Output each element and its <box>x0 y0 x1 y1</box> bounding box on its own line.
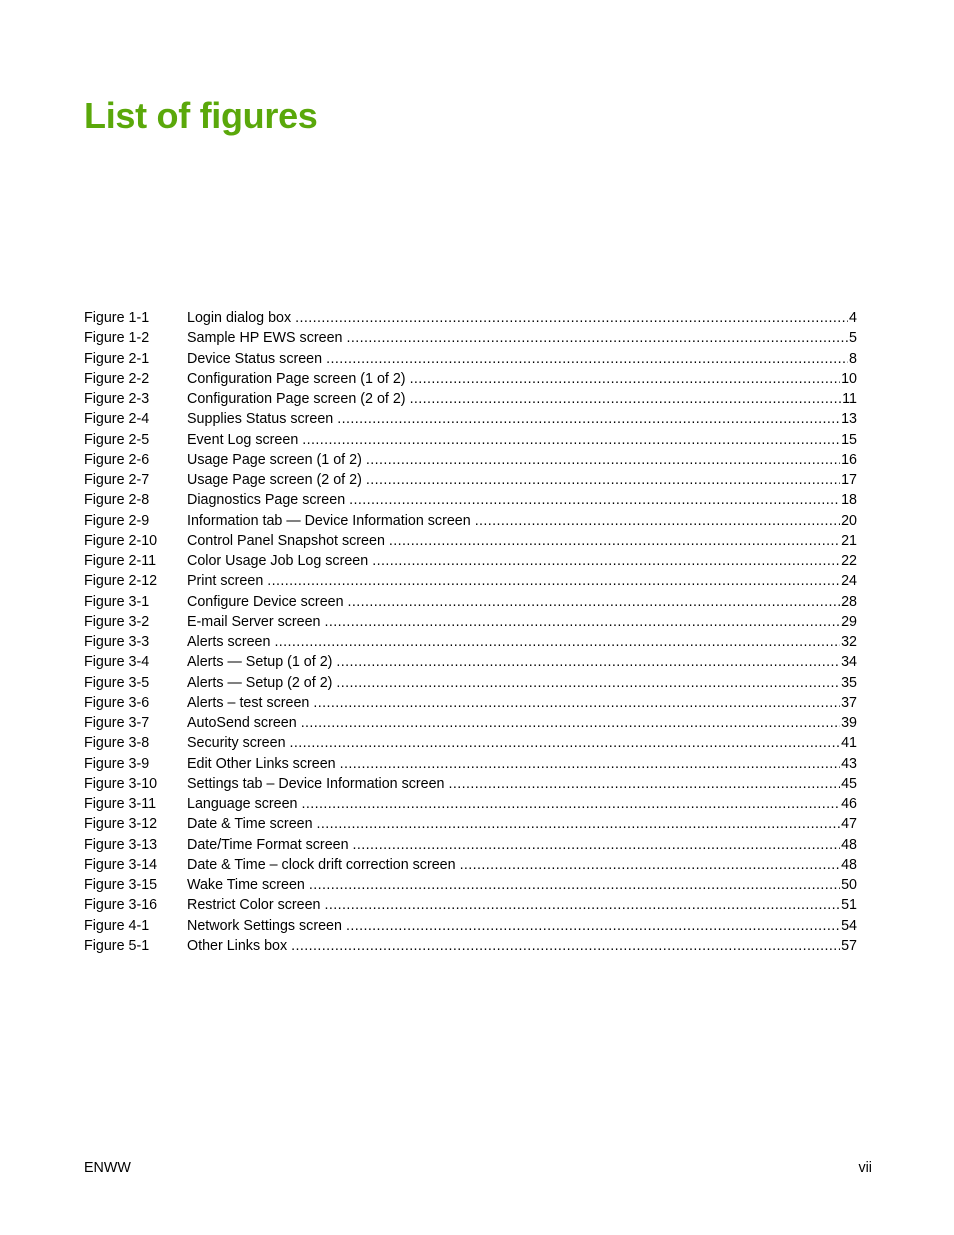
toc-entry[interactable] <box>84 814 857 834</box>
toc-entry[interactable] <box>84 409 857 429</box>
figure-title: Settings tab – Device Information screen <box>187 775 445 792</box>
figure-number: Figure 3-4 <box>84 654 150 671</box>
toc-entry[interactable] <box>84 632 857 652</box>
figure-title: Alerts — Setup (1 of 2) <box>187 654 333 671</box>
toc-entry[interactable] <box>84 733 857 753</box>
figure-page-number: 4 <box>849 310 857 326</box>
dot-leader <box>340 754 840 774</box>
dot-leader <box>317 814 841 834</box>
figure-title: Device Status screen <box>187 350 323 367</box>
figure-number: Figure 2-8 <box>84 492 150 509</box>
figure-number: Figure 3-16 <box>84 897 158 914</box>
figure-title: Security screen <box>187 735 286 752</box>
figure-title: Supplies Status screen <box>187 411 334 428</box>
figure-page-number: 21 <box>841 532 857 549</box>
figure-page-number: 32 <box>841 634 857 650</box>
figure-page-number: 20 <box>841 512 857 529</box>
list-of-figures <box>84 308 857 956</box>
figure-number: Figure 2-12 <box>84 573 158 590</box>
figure-title: Sample HP EWS screen <box>187 330 343 347</box>
figure-page-number: 34 <box>841 654 857 671</box>
dot-leader <box>346 328 848 348</box>
dot-leader <box>326 349 848 369</box>
figure-number: Figure 2-9 <box>84 512 150 529</box>
toc-entry[interactable] <box>84 774 857 794</box>
dot-leader <box>475 511 840 531</box>
figure-title: Alerts — Setup (2 of 2) <box>187 674 333 691</box>
dot-leader <box>410 389 842 409</box>
toc-entry[interactable] <box>84 571 857 591</box>
figure-number: Figure 3-3 <box>84 634 150 650</box>
figure-title: Network Settings screen <box>187 917 342 934</box>
figure-title: Usage Page screen (2 of 2) <box>187 472 362 488</box>
dot-leader <box>336 652 840 672</box>
dot-leader <box>349 490 840 510</box>
figure-page-number: 8 <box>849 350 857 367</box>
figure-number: Figure 2-11 <box>84 553 157 569</box>
figure-number: Figure 2-1 <box>84 350 150 367</box>
dot-leader <box>389 531 840 551</box>
toc-entry[interactable] <box>84 592 857 612</box>
dot-leader <box>302 430 840 450</box>
toc-entry[interactable] <box>84 450 857 470</box>
figure-number: Figure 3-8 <box>84 735 150 752</box>
figure-title: Date & Time – clock drift correction screen <box>187 856 456 873</box>
figure-title: Configure Device screen <box>187 593 344 610</box>
dot-leader <box>302 794 841 814</box>
figure-title: Wake Time screen <box>187 877 305 893</box>
toc-entry[interactable] <box>84 673 857 693</box>
figure-number: Figure 3-2 <box>84 613 150 630</box>
dot-leader <box>290 733 841 753</box>
toc-entry[interactable] <box>84 895 857 915</box>
figure-page-number: 41 <box>841 735 857 752</box>
dot-leader <box>348 592 841 612</box>
toc-entry[interactable] <box>84 652 857 672</box>
figure-title: Configuration Page screen (2 of 2) <box>187 391 406 407</box>
toc-entry[interactable] <box>84 470 857 490</box>
footer-doc-code: ENWW <box>84 1160 131 1176</box>
toc-entry[interactable] <box>84 693 857 713</box>
toc-entry[interactable] <box>84 349 857 369</box>
footer-page-number: vii <box>858 1160 872 1176</box>
figure-number: Figure 2-4 <box>84 411 150 428</box>
dot-leader <box>274 632 840 652</box>
figure-number: Figure 2-6 <box>84 451 150 468</box>
figure-title: Language screen <box>187 796 298 812</box>
dot-leader <box>337 409 840 429</box>
figure-title: Configuration Page screen (1 of 2) <box>187 370 406 387</box>
figure-title: Color Usage Job Log screen <box>187 553 369 569</box>
figure-title: AutoSend screen <box>187 715 297 731</box>
toc-entry[interactable] <box>84 369 857 389</box>
toc-entry[interactable] <box>84 875 857 895</box>
figure-page-number: 50 <box>841 877 857 893</box>
figure-page-number: 29 <box>841 613 857 630</box>
toc-entry[interactable] <box>84 389 857 409</box>
figure-title: Restrict Color screen <box>187 897 321 914</box>
figure-number: Figure 3-11 <box>84 796 157 812</box>
figure-number: Figure 2-2 <box>84 370 150 387</box>
figure-page-number: 15 <box>841 431 857 448</box>
figure-page-number: 54 <box>841 917 857 934</box>
figure-page-number: 13 <box>841 411 857 428</box>
toc-entry[interactable] <box>84 511 857 531</box>
figure-number: Figure 3-12 <box>84 816 158 833</box>
dot-leader <box>460 855 841 875</box>
toc-entry[interactable] <box>84 936 857 956</box>
figure-page-number: 37 <box>841 694 857 711</box>
dot-leader <box>295 308 848 328</box>
dot-leader <box>346 916 840 936</box>
figure-number: Figure 1-2 <box>84 330 150 347</box>
figure-page-number: 48 <box>841 836 857 853</box>
figure-page-number: 28 <box>841 593 857 610</box>
dot-leader <box>324 612 840 632</box>
figure-page-number: 35 <box>841 674 857 691</box>
toc-entry[interactable] <box>84 308 857 328</box>
figure-title: Alerts – test screen <box>187 694 310 711</box>
figure-number: Figure 4-1 <box>84 917 150 934</box>
figure-number: Figure 3-1 <box>84 593 150 610</box>
toc-entry[interactable] <box>84 855 857 875</box>
dot-leader <box>372 551 840 571</box>
figure-title: Diagnostics Page screen <box>187 492 346 509</box>
dot-leader <box>366 450 840 470</box>
figure-page-number: 22 <box>841 553 857 569</box>
dot-leader <box>301 713 840 733</box>
figure-page-number: 48 <box>841 856 857 873</box>
figure-title: Usage Page screen (1 of 2) <box>187 451 362 468</box>
figure-page-number: 43 <box>841 755 857 772</box>
figure-title: E-mail Server screen <box>187 613 321 630</box>
toc-entry[interactable] <box>84 754 857 774</box>
figure-title: Print screen <box>187 573 264 590</box>
dot-leader <box>366 470 840 490</box>
toc-entry[interactable] <box>84 490 857 510</box>
figure-number: Figure 3-7 <box>84 715 150 731</box>
dot-leader <box>448 774 840 794</box>
figure-number: Figure 3-10 <box>84 775 158 792</box>
figure-title: Date & Time screen <box>187 816 313 833</box>
figure-number: Figure 3-15 <box>84 877 158 893</box>
figure-title: Control Panel Snapshot screen <box>187 532 385 549</box>
figure-number: Figure 2-5 <box>84 431 150 448</box>
figure-title: Other Links box <box>187 937 288 954</box>
figure-title: Alerts screen <box>187 634 271 650</box>
figure-page-number: 57 <box>841 937 857 954</box>
figure-title: Event Log screen <box>187 431 299 448</box>
figure-page-number: 45 <box>841 775 857 792</box>
figure-page-number: 18 <box>841 492 857 509</box>
figure-page-number: 11 <box>842 391 857 407</box>
toc-entry[interactable] <box>84 612 857 632</box>
figure-number: Figure 3-6 <box>84 694 150 711</box>
figure-title: Login dialog box <box>187 310 292 326</box>
figure-title: Date/Time Format screen <box>187 836 349 853</box>
figure-page-number: 39 <box>841 715 857 731</box>
dot-leader <box>410 369 841 389</box>
figure-page-number: 5 <box>849 330 857 347</box>
figure-page-number: 47 <box>841 816 857 833</box>
dot-leader <box>313 693 840 713</box>
dot-leader <box>324 895 840 915</box>
dot-leader <box>267 571 840 591</box>
figure-page-number: 17 <box>841 472 857 488</box>
dot-leader <box>353 835 841 855</box>
figure-page-number: 46 <box>841 796 857 812</box>
page-title: List of figures <box>84 95 318 136</box>
figure-number: Figure 1-1 <box>84 310 150 326</box>
figure-page-number: 10 <box>841 370 857 387</box>
toc-entry[interactable] <box>84 430 857 450</box>
figure-page-number: 51 <box>841 897 857 914</box>
dot-leader <box>336 673 840 693</box>
dot-leader <box>291 936 840 956</box>
toc-entry[interactable] <box>84 916 857 936</box>
toc-entry[interactable] <box>84 713 857 733</box>
figure-number: Figure 3-9 <box>84 755 150 772</box>
figure-title: Edit Other Links screen <box>187 755 336 772</box>
figure-page-number: 24 <box>841 573 857 590</box>
dot-leader <box>309 875 840 895</box>
figure-number: Figure 2-3 <box>84 391 150 407</box>
figure-title: Information tab — Device Information screen <box>187 512 471 529</box>
figure-number: Figure 5-1 <box>84 937 150 954</box>
figure-number: Figure 3-14 <box>84 856 158 873</box>
figure-number: Figure 2-10 <box>84 532 158 549</box>
toc-entry[interactable] <box>84 551 857 571</box>
toc-entry[interactable] <box>84 794 857 814</box>
toc-entry[interactable] <box>84 835 857 855</box>
toc-entry[interactable] <box>84 531 857 551</box>
figure-number: Figure 3-13 <box>84 836 158 853</box>
figure-number: Figure 2-7 <box>84 472 150 488</box>
figure-page-number: 16 <box>841 451 857 468</box>
toc-entry[interactable] <box>84 328 857 348</box>
figure-number: Figure 3-5 <box>84 674 150 691</box>
